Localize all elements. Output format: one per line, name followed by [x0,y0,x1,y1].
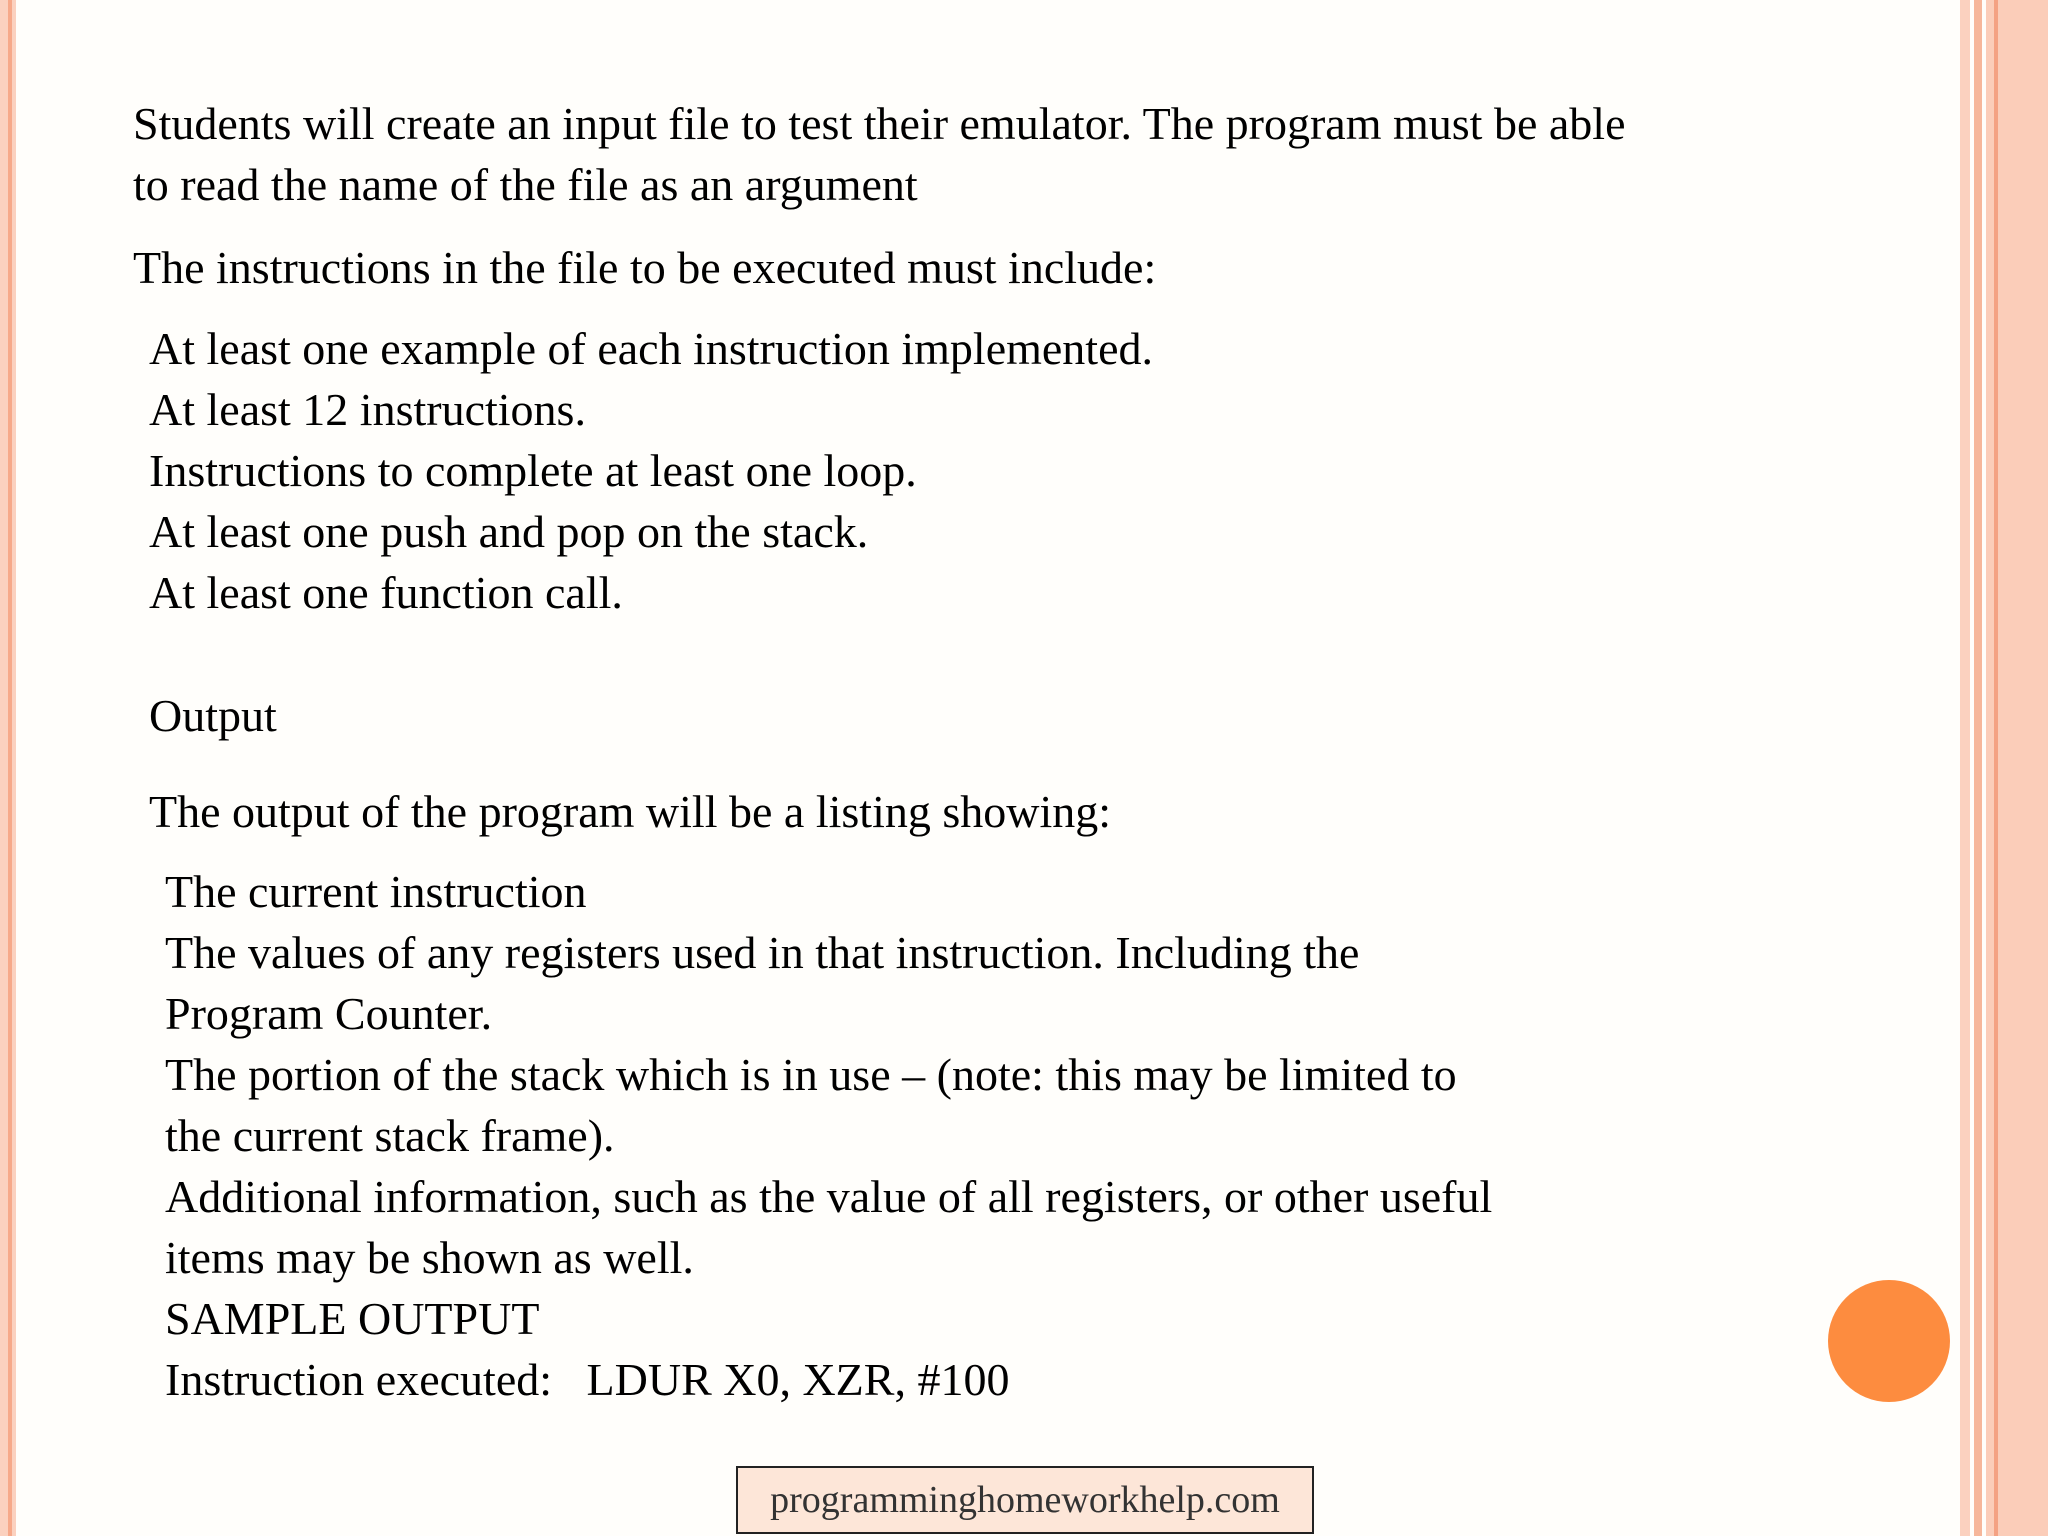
right-frame-stripe-2 [1974,0,1982,1536]
requirement-item: At least one function call. [149,567,623,618]
sample-output-label: SAMPLE OUTPUT [165,1293,540,1344]
right-frame-border [1986,0,2048,1536]
decorative-dot [1828,1280,1950,1402]
output-heading: Output [149,690,277,741]
requirement-item: Instructions to complete at least one loop. [149,445,917,496]
output-line: The portion of the stack which is in use – (note: this may be limited to [165,1049,1457,1100]
output-intro: The output of the program will be a listing showing: [149,786,1112,837]
requirement-item: At least 12 instructions. [149,384,586,435]
output-line: Additional information, such as the value of all registers, or other useful [165,1171,1493,1222]
output-line: The current instruction [165,866,587,917]
sample-instruction: Instruction executed: LDUR X0, XZR, #100 [165,1354,1010,1405]
left-frame-border [0,0,16,1536]
requirement-item: At least one push and pop on the stack. [149,506,869,557]
output-line: Program Counter. [165,988,493,1039]
footer-text: programminghomeworkhelp.com [770,1479,1280,1521]
intro-line-2: to read the name of the file as an argument [133,159,918,210]
left-frame-stripe [8,0,12,1536]
requirements-heading: The instructions in the file to be executed must include: [133,242,1157,293]
requirement-item: At least one example of each instruction implemented. [149,323,1154,374]
output-line: the current stack frame). [165,1110,615,1161]
right-frame-stripe-1 [1960,0,1970,1536]
footer-watermark[interactable] [736,1466,1314,1534]
output-line: The values of any registers used in that instruction. Including the [165,927,1360,978]
right-frame-stripe-3 [1994,0,1998,1536]
intro-line-1: Students will create an input file to test their emulator. The program must be able [133,98,1626,149]
output-line: items may be shown as well. [165,1232,694,1283]
